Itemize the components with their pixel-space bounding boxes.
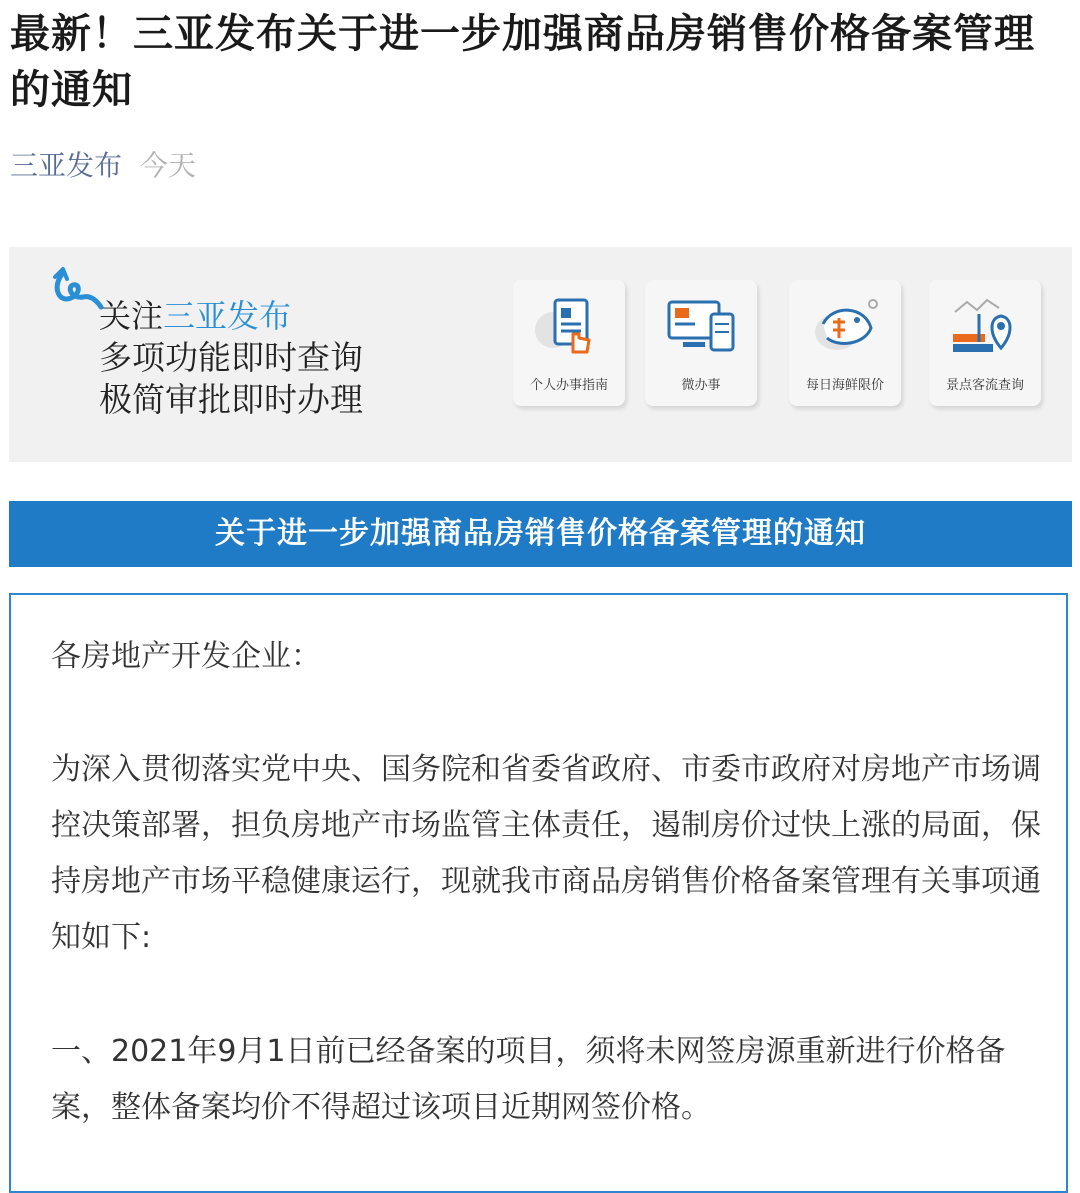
banner-line-2: 极简审批即时办理 — [99, 380, 363, 419]
intro-paragraph: 为深入贯彻落实党中央、国务院和省委省政府、市委市政府对房地产市场调控决策部署，担负房地产市场监管主体责任，遏制房价过快上涨的局面，保持房地产市场平稳健康运行，现就我市商品房销售价格备案管理有关事项通知如下: — [51, 752, 1041, 955]
devices-icon — [665, 294, 737, 360]
notice-heading: 关于进一步加强商品房销售价格备案管理的通知 — [9, 501, 1072, 567]
item-one-paragraph: 一、2021年9月1日前已经备案的项目，须将未网签房源重新进行价格备案，整体备案均价不得超过该项目近期网签价格。 — [51, 1034, 1006, 1125]
scenic-location-icon — [949, 294, 1021, 360]
tile-personal-guide[interactable] — [513, 280, 625, 406]
tile-label: 个人办事指南 — [529, 378, 608, 393]
follow-text: 关注三亚发布 — [99, 297, 292, 335]
account-name-link[interactable]: 三亚发布 — [10, 149, 123, 182]
tile-label: 微办事 — [681, 378, 721, 393]
document-hand-icon — [533, 294, 605, 360]
tile-label: 景点客流查询 — [945, 378, 1024, 393]
banner-line-1: 多项功能即时查询 — [99, 338, 363, 377]
notice-body — [9, 593, 1068, 1193]
tile-seafood-price[interactable] — [789, 280, 901, 406]
tile-micro-service[interactable] — [645, 280, 757, 406]
tile-label: 每日海鲜限价 — [805, 378, 884, 393]
tile-scenic-traffic[interactable] — [929, 280, 1041, 406]
fish-price-icon — [809, 294, 881, 360]
follow-banner[interactable] — [9, 247, 1072, 462]
article-meta — [10, 146, 196, 186]
article-title: 最新！三亚发布关于进一步加强商品房销售价格备案管理的通知 — [10, 11, 1035, 113]
publish-date: 今天 — [140, 149, 197, 182]
salutation: 各房地产开发企业： — [51, 639, 321, 674]
